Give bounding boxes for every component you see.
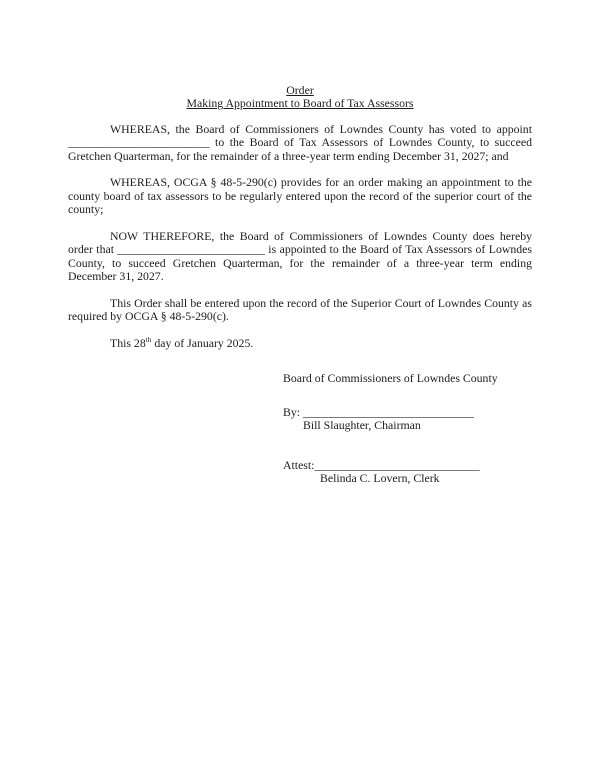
- paragraph-whereas-ocga: WHEREAS, OCGA § 48-5-290(c) provides for an order making an appointment to the county board of tax assessors to be regularly entered upon the record of the superior court of the county;: [68, 175, 532, 217]
- by-label: By:: [283, 405, 303, 420]
- date-prefix: This 28: [110, 336, 146, 351]
- signature-attest-name: Belinda C. Lovern, Clerk: [320, 471, 440, 486]
- date-rest: day of January 2025.: [151, 336, 254, 351]
- by-signature-blank: _____________________________: [303, 405, 475, 420]
- signature-by-name: Bill Slaughter, Chairman: [303, 418, 421, 433]
- signature-attest-row: [283, 459, 532, 472]
- title-line-2-row: [68, 97, 532, 110]
- signature-block: [283, 372, 532, 486]
- title-line-1-row: [68, 84, 532, 97]
- document-subtitle: Making Appointment to Board of Tax Assessors: [186, 96, 414, 111]
- signature-organization: Board of Commissioners of Lowndes County: [283, 370, 498, 385]
- paragraph-now-therefore: NOW THEREFORE, the Board of Commissioners of Lowndes County does hereby order that _________________________ is appointed to the Board of Tax Assessors of Lowndes County, to succeed Gretchen Quarterman, for the remainder of a three-year term ending December 31, 2027.: [68, 229, 532, 284]
- paragraph-whereas-appointment: WHEREAS, the Board of Commissioners of Lowndes County has voted to appoint ________________________ to the Board of Tax Assessors of Lowndes County, to succeed Gretchen Quarterman, for the remainder of a three-year term ending December 31, 2027; and: [68, 121, 532, 163]
- document-title: Order: [286, 83, 314, 97]
- paragraph-order-entered: This Order shall be entered upon the record of the Superior Court of Lowndes County as required by OCGA § 48-5-290(c).: [68, 296, 532, 324]
- date-line: [68, 337, 532, 350]
- document-content: [68, 84, 532, 486]
- attest-label: Attest:: [283, 457, 315, 472]
- attest-signature-blank: ____________________________: [314, 457, 480, 472]
- signature-by-row: [283, 406, 532, 419]
- document-title-block: [68, 84, 532, 111]
- date-ordinal-suffix: th: [145, 335, 152, 345]
